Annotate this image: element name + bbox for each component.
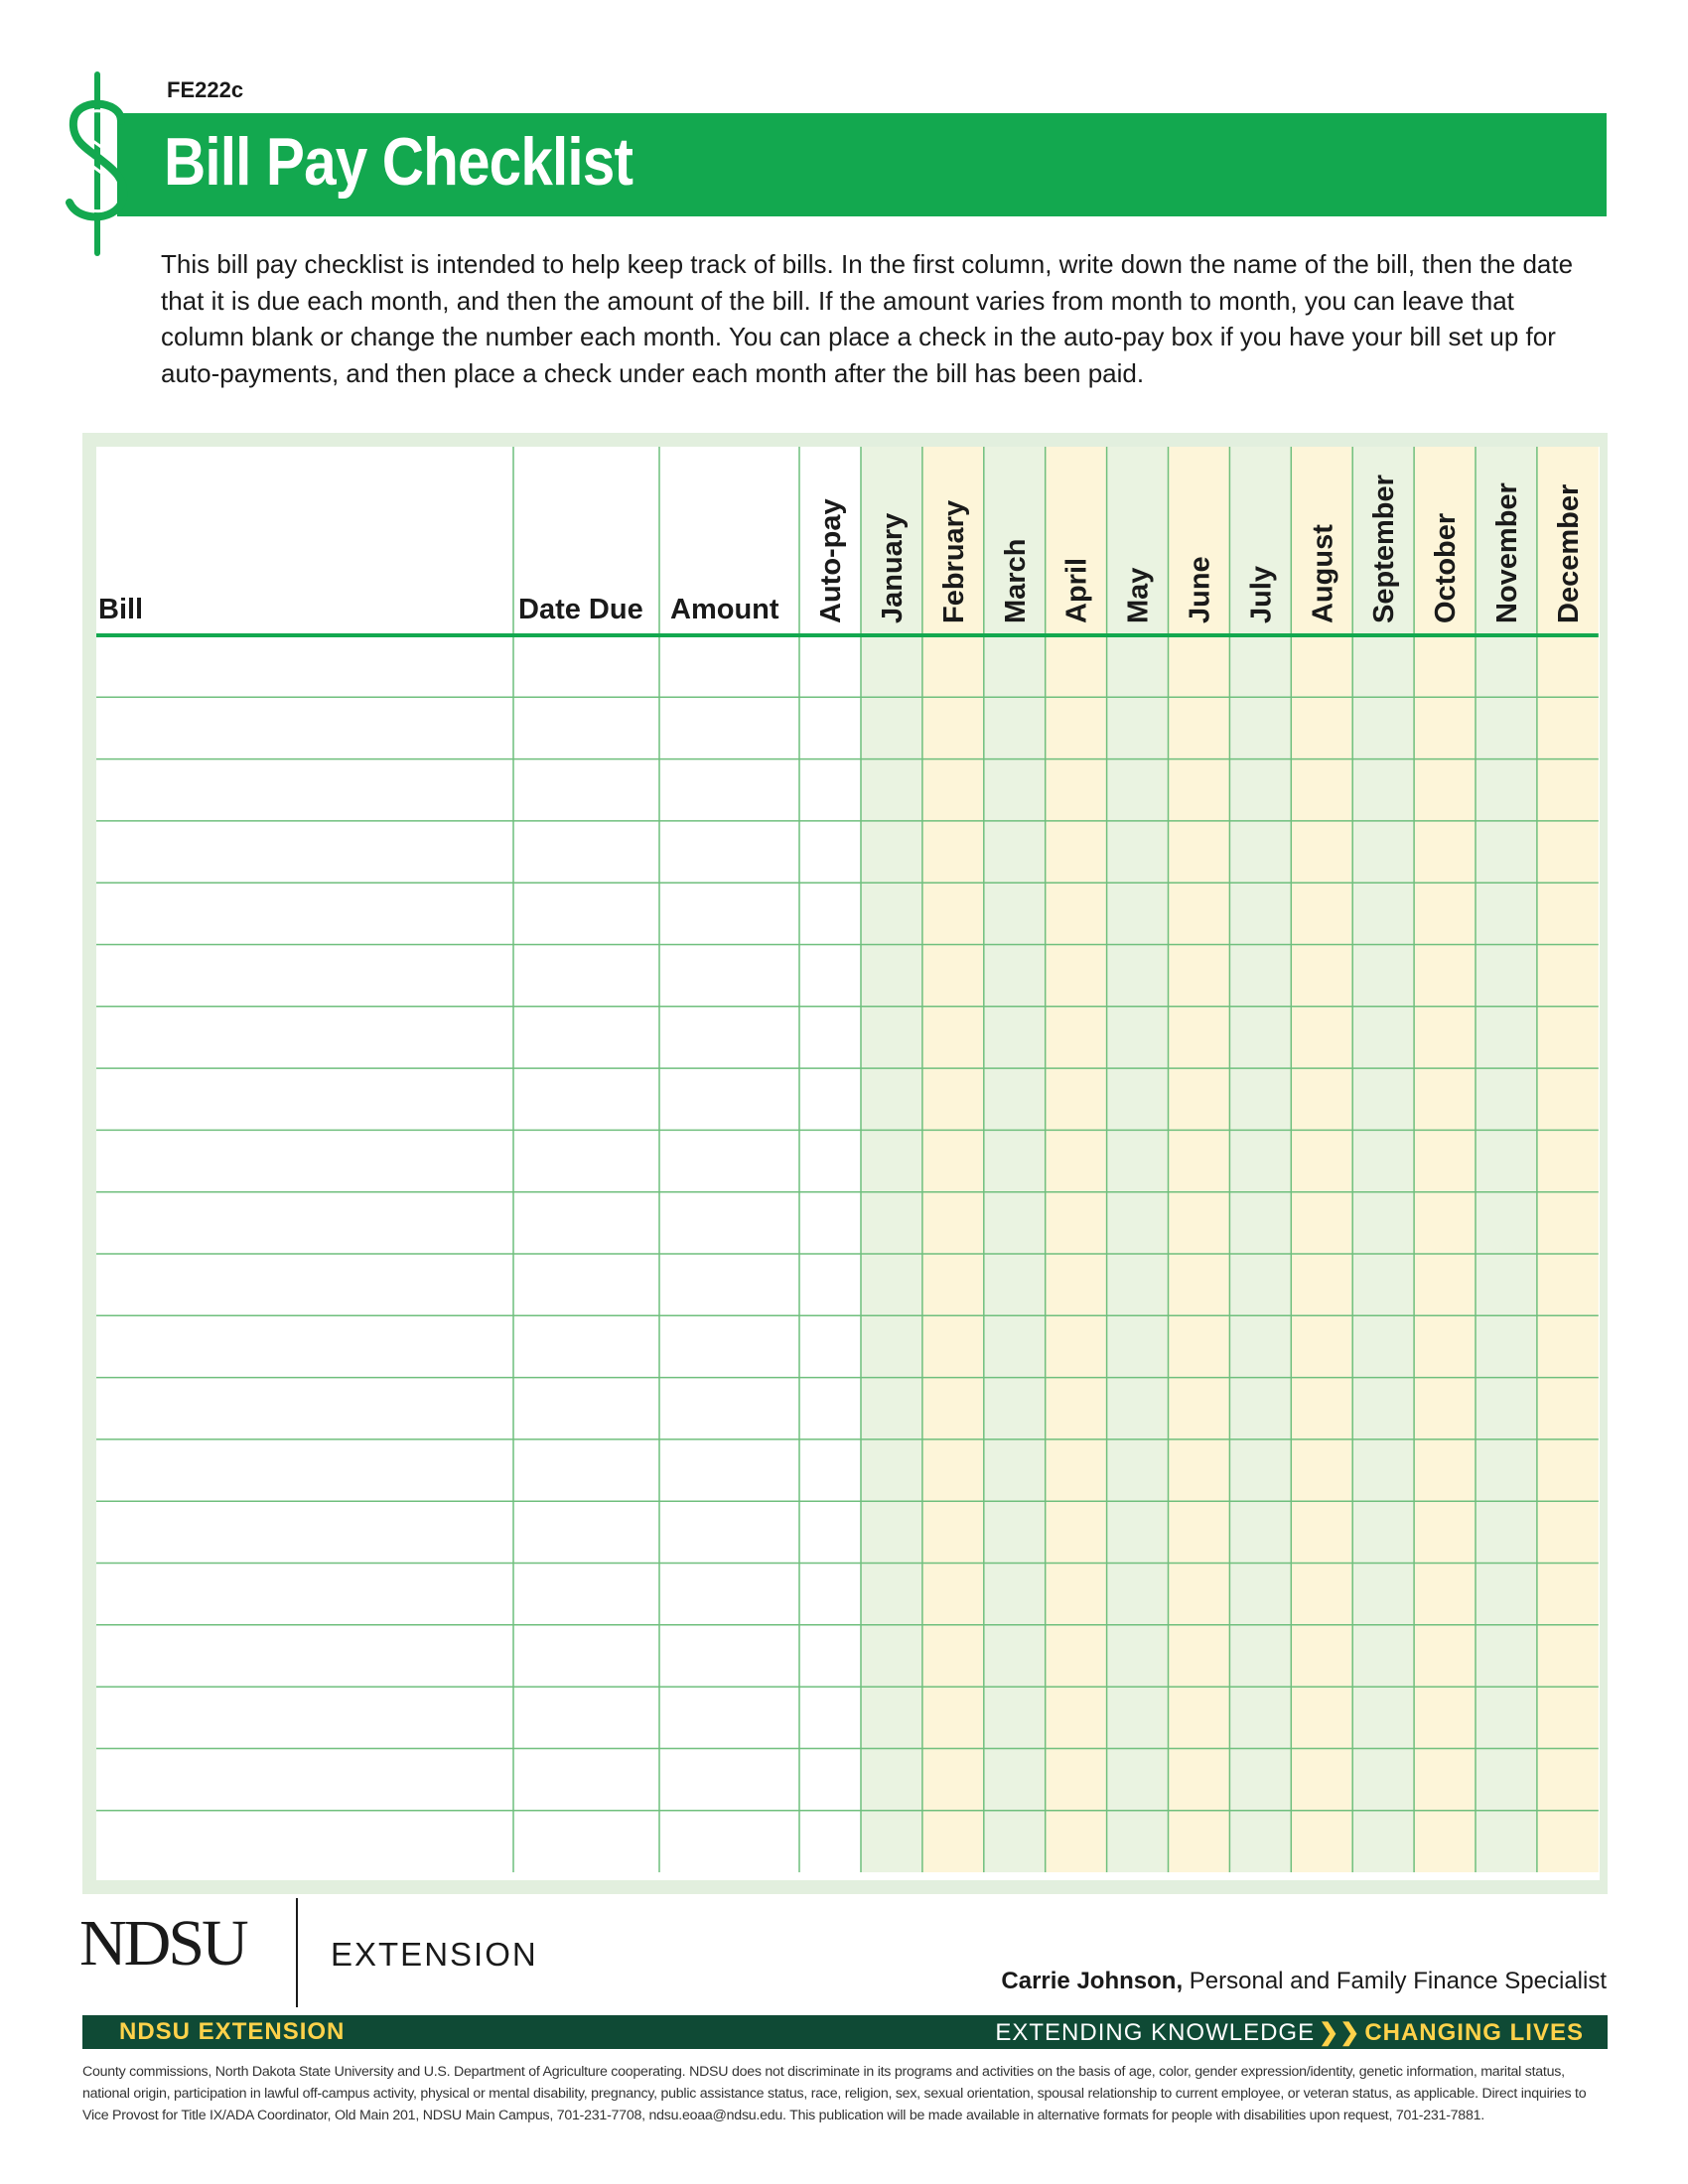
header-month-march: March (999, 538, 1032, 623)
table-row (96, 945, 1599, 1007)
header-amount: Amount (670, 594, 779, 625)
table-row (96, 1192, 1599, 1254)
header-month-august: August (1307, 524, 1339, 623)
chevron-right-icon: ❯❯ (1319, 2019, 1361, 2046)
header-month-february: February (937, 499, 970, 623)
page-title: Bill Pay Checklist (164, 124, 633, 200)
header-month-november: November (1490, 482, 1523, 623)
header-month-may: May (1122, 567, 1155, 623)
table-row (96, 635, 1599, 697)
author-credit (1001, 1968, 1607, 1995)
intro-paragraph: This bill pay checklist is intended to help keep track of bills. In the first column, write down the name of the bill, then the date that it is due each month, and then the amount of the bill. If the amount varies from month to month, you can leave that column blank or change the number each month. You can place a check in the auto-pay box if you have your bill set up for auto-payments, and then place a check under each month after the bill has been paid. (161, 249, 1574, 388)
table-row (96, 1130, 1599, 1191)
table-row (96, 1687, 1599, 1748)
checklist-grid (96, 447, 1600, 1880)
document-code: FE222c (167, 77, 244, 102)
table-row (96, 1501, 1599, 1563)
table-row (96, 1564, 1599, 1625)
tagline-knowledge: EXTENDING KNOWLEDGE (995, 2019, 1316, 2046)
table-row (96, 821, 1599, 883)
table-row (96, 1315, 1599, 1377)
table-row (96, 1378, 1599, 1439)
table-row (96, 697, 1599, 758)
header-month-april: April (1060, 557, 1093, 623)
header-autopay: Auto-pay (815, 498, 847, 623)
table-row (96, 1068, 1599, 1130)
author-title: Personal and Family Finance Specialist (1183, 1968, 1607, 1994)
extension-label: EXTENSION (331, 1936, 538, 1973)
table-row (96, 1254, 1599, 1315)
header-month-october: October (1430, 512, 1463, 623)
tagline-lives: CHANGING LIVES (1364, 2019, 1584, 2046)
table-row (96, 1811, 1599, 1872)
footer-bar-left: NDSU EXTENSION (119, 2018, 346, 2045)
header-month-july: July (1245, 565, 1278, 623)
header-month-december: December (1552, 483, 1585, 623)
ndsu-logo: NDSU (79, 1907, 246, 1979)
header-month-june: June (1184, 556, 1216, 623)
table-row (96, 1748, 1599, 1810)
table-row (96, 883, 1599, 944)
checklist-table (96, 447, 1600, 1880)
author-name: Carrie Johnson, (1001, 1968, 1184, 1994)
logo-divider (296, 1898, 298, 2007)
table-row (96, 1007, 1599, 1068)
footer-tagline (995, 2018, 1584, 2047)
dollar-sign-icon (58, 69, 137, 258)
disclaimer: County commissions, North Dakota State University and U.S. Department of Agriculture cooperating. NDSU does not discriminate in its programs and activities on the basis of age, color, gender expression/identity, genetic information, marital status, national origin, participation in lawful off-campus activity, physical or mental disability, pregnancy, public assistance status, race, religion, sex, sexual orientation, spousal relationship to current employee, or veteran status, as applicable. Direct inquiries to Vice Provost for Title IX/ADA Coordinator, Old Main 201, NDSU Main Campus, 701-231-7708, ndsu.eoaa@ndsu.edu. This publication will be made available in alternative formats for people with disabilities upon request, 701-231-7881. (82, 2064, 1587, 2123)
table-row (96, 1439, 1599, 1501)
header-date-due: Date Due (518, 594, 643, 625)
header-bill: Bill (98, 594, 144, 625)
header-month-january: January (876, 512, 909, 623)
table-row (96, 759, 1599, 821)
table-row (96, 1625, 1599, 1687)
header-month-september: September (1368, 475, 1401, 623)
